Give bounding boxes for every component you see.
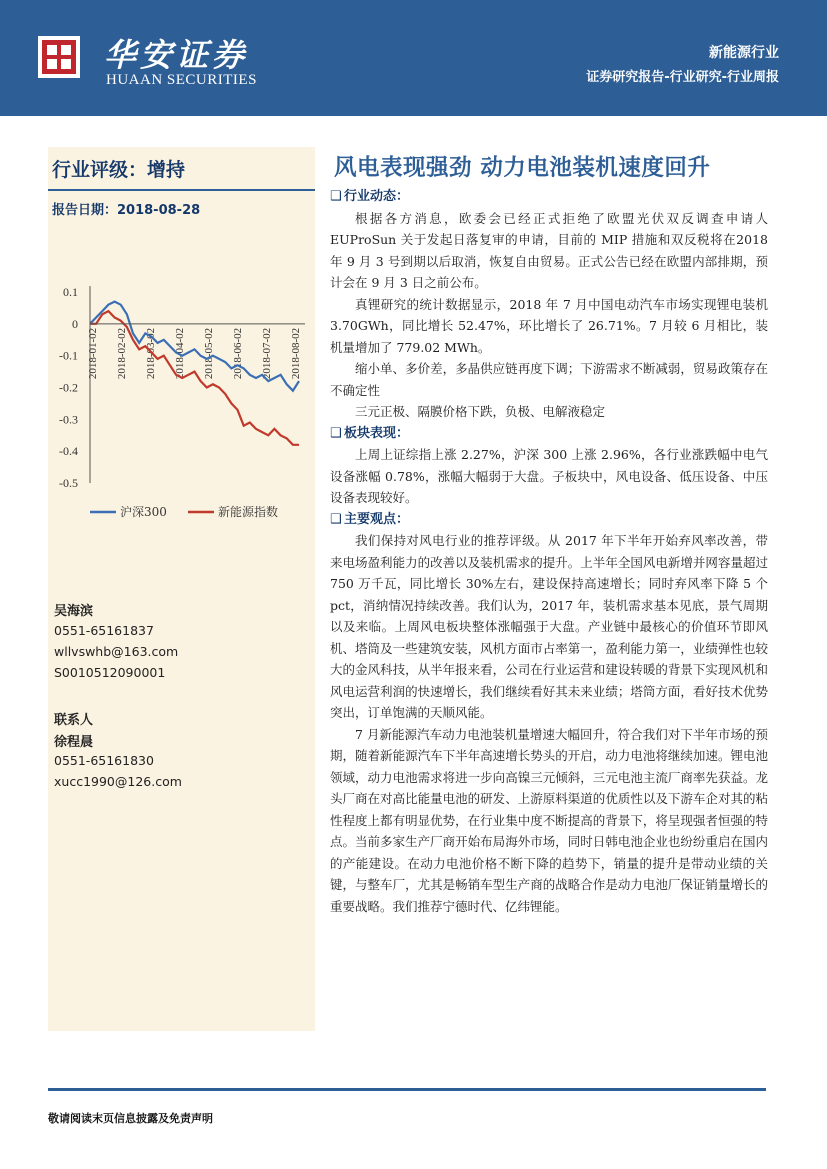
header-industry: 新能源行业 <box>709 45 779 61</box>
footer-divider <box>48 1088 766 1091</box>
paragraph: 7 月新能源汽车动力电池装机量增速大幅回升，符合我们对下半年市场的预期，随着新能源汽车下半年高速增长势头的开启，动力电池将继续加速。锂电池领域，动力电池需求将进一步向高镍三元倾斜，三元电池主流厂商率先获益。龙头厂商在对高比能量电池的研发、上游原料渠道的优质性以及下游车企对其的粘性程度上都有明显优势，在行业集中度不断提高的背景下，将呈现强者恒强的特点。当前多家生产厂商开始布局海外市场，同时日韩电池企业也纷纷重启在国内的产能建设。在动力电池价格不断下降的趋势下，销量的提升是带动业绩的关键，与整车厂，尤其是畅销车型生产商的战略合作是动力电池厂保证销量增长的重要战略。我们推荐宁德时代、亿纬锂能。 <box>330 726 768 914</box>
y-tick-label: -0.5 <box>59 476 78 490</box>
checkbox-bullet-icon: ❑ <box>330 189 342 204</box>
analyst-certificate: S0010512090001 <box>54 665 166 680</box>
header-report-type: 证券研究报告-行业研究-行业周报 <box>586 70 779 85</box>
section-industry-news <box>330 186 768 208</box>
section-title: 板块表现： <box>344 425 410 441</box>
page-header <box>0 0 827 116</box>
analyst-email: wllvswhb@163.com <box>54 644 179 659</box>
contact-phone: 0551-65161830 <box>54 753 154 768</box>
checkbox-bullet-icon: ❑ <box>330 511 342 527</box>
analyst-phone: 0551-65161837 <box>54 623 154 638</box>
checkbox-bullet-icon: ❑ <box>330 425 342 441</box>
x-tick-label: 2018-02-02 <box>116 327 128 380</box>
report-date: 报告日期：2018-08-28 <box>52 203 201 218</box>
index-performance-chart <box>48 270 315 530</box>
x-tick-label: 2018-01-02 <box>87 327 99 380</box>
logo-english-name: HUAAN SECURITIES <box>106 72 257 88</box>
y-tick-label: -0.1 <box>59 348 78 363</box>
contact-email: xucc1990@126.com <box>54 774 182 789</box>
analyst-name: 吴海滨 <box>54 604 94 619</box>
rating-divider <box>48 189 315 191</box>
report-title: 风电表现强劲 动力电池装机速度回升 <box>334 155 711 181</box>
paragraph: 上周上证综指上涨 2.27%，沪深 300 上涨 2.96%，各行业涨跌幅中电气设备涨幅 0.78%，涨幅大幅弱于大盘。子板块中，风电设备、低压设备、中压设备表现较好。 <box>330 447 768 505</box>
paragraph: 三元正极、隔膜价格下跌，负极、电解液稳定 <box>355 404 606 419</box>
paragraph: 我们保持对风电行业的推荐评级。从 2017 年下半年开始弃风率改善，带来电场盈利能力的改善以及装机需求的提升。上半年全国风电新增并网容量超过 750 万千瓦，同比增长 30%左右，建设保持高速增长；同时弃风率下降 5 个 pct，消纳情况持续改善。我们认为，2017 年，装机需求基本见底，景气周期以及来临。上周风电板块整体涨幅强于大盘。产业链中最核心的价值环节即风机、塔筒及一些建筑安装，风机方面市占率第一，盈利能力第一，业绩弹性也较大的金风科技，从半年报来看，公司在行业运营和建设转暖的背景下实现风机和风电运营利润的快速增长，我们继续看好其未来业绩；塔筒方面，看好技术优势突出，订单饱满的天顺风能。 <box>330 533 768 720</box>
x-tick-label: 2018-06-02 <box>232 327 244 380</box>
industry-rating: 行业评级：增持 <box>52 159 186 181</box>
report-body <box>330 186 768 917</box>
x-tick-label: 2018-05-02 <box>203 327 215 380</box>
y-tick-label: 0 <box>72 316 78 331</box>
logo-chinese-name: 华安证券 <box>104 36 249 74</box>
x-tick-label: 2018-08-02 <box>290 327 302 380</box>
x-tick-label: 2018-03-02 <box>145 327 157 380</box>
paragraph: 缩小单、多价差，多晶供应链再度下调；下游需求不断减弱，贸易政策存在不确定性 <box>330 361 768 398</box>
section-sector-performance <box>330 423 768 445</box>
contact-label: 联系人 <box>54 713 94 728</box>
legend-label: 沪深300 <box>120 505 167 519</box>
paragraph: 真锂研究的统计数据显示，2018 年 7 月中国电动汽车市场实现锂电装机 3.70GWh，同比增长 52.47%，环比增长了 26.71%。7 月较 6 月相比，装机量增加了 779.02 MWh。 <box>330 296 768 355</box>
footer-disclaimer: 敬请阅读末页信息披露及免责声明 <box>48 1112 213 1125</box>
legend-label: 新能源指数 <box>218 505 279 519</box>
huaan-logo-icon <box>38 36 80 78</box>
y-tick-label: 0.1 <box>63 285 78 299</box>
y-tick-label: -0.3 <box>59 412 78 427</box>
y-tick-label: -0.2 <box>59 380 78 395</box>
x-tick-label: 2018-07-02 <box>261 327 273 380</box>
paragraph: 根据各方消息，欧委会已经正式拒绝了欧盟光伏双反调查申请人EUProSun 关于发起日落复审的申请，目前的 MIP 措施和双反税将在2018 年 9 月 3 号到期以后取消，恢复自由贸易。正式公告已经在欧盟内部排期，预计会在 9 月 3 日之前公布。 <box>330 210 768 290</box>
y-tick-label: -0.4 <box>59 444 78 459</box>
x-tick-label: 2018-04-02 <box>174 327 186 380</box>
section-title: 行业动态： <box>344 189 410 204</box>
section-main-views <box>330 509 768 531</box>
contact-name: 徐程晨 <box>54 735 94 750</box>
section-title: 主要观点： <box>344 511 410 527</box>
